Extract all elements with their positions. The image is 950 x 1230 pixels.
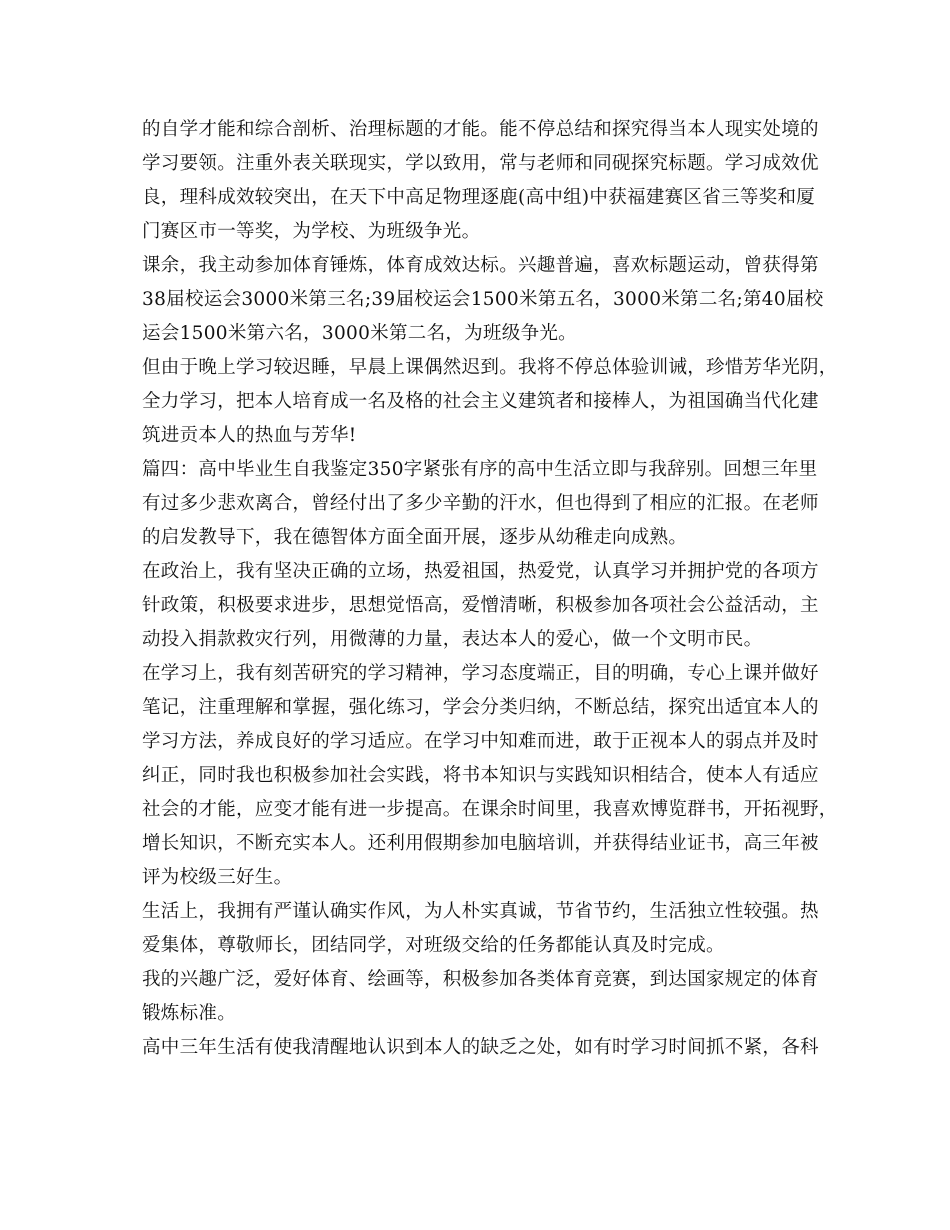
text-line: 但由于晚上学习较迟睡，早晨上课偶然迟到。我将不停总体验训诫，珍惜芳华光阴，: [142, 357, 838, 378]
text-line: 38届校运会3000米第三名;39届校运会1500米第五名，3000米第二名;第40届校: [142, 289, 824, 310]
document-body: [142, 113, 838, 1065]
text-line: 课余，我主动参加体育锤炼，体育成效达标。兴趣普遍，喜欢标题运动，曾获得第: [142, 255, 819, 276]
text-line: 全力学习，把本人培育成一名及格的社会主义建筑者和接棒人，为祖国确当代化建: [142, 391, 819, 412]
text-line: 在学习上，我有刻苦研究的学习精神，学习态度端正，目的明确，专心上课并做好: [142, 663, 819, 684]
text-line: 我的兴趣广泛，爱好体育、绘画等，积极参加各类体育竞赛，到达国家规定的体育: [142, 969, 819, 990]
text-line: 筑进贡本人的热血与芳华!: [142, 425, 357, 446]
text-line: 增长知识，不断充实本人。还利用假期参加电脑培训，并获得结业证书，高三年被: [142, 833, 819, 854]
text-line: 的自学才能和综合剖析、治理标题的才能。能不停总结和探究得当本人现实处境的: [142, 119, 819, 140]
text-line: 高中三年生活有使我清醒地认识到本人的缺乏之处，如有时学习时间抓不紧，各科: [142, 1037, 819, 1058]
text-line: 篇四：高中毕业生自我鉴定350字紧张有序的高中生活立即与我辞别。回想三年里: [142, 459, 818, 480]
text-line: 学习要领。注重外表关联现实，学以致用，常与老师和同砚探究标题。学习成效优: [142, 153, 819, 174]
text-line: 的启发教导下，我在德智体方面全面开展，逐步从幼稚走向成熟。: [142, 527, 688, 548]
text-line: 针政策，积极要求进步，思想觉悟高，爱憎清晰，积极参加各项社会公益活动，主: [142, 595, 819, 616]
text-line: 锻炼标准。: [142, 1003, 237, 1024]
text-line: 笔记，注重理解和掌握，强化练习，学会分类归纳，不断总结，探究出适宜本人的: [142, 697, 819, 718]
text-line: 生活上，我拥有严谨认确实作风，为人朴实真诚，节省节约，生活独立性较强。热: [142, 901, 819, 922]
text-line: 有过多少悲欢离合，曾经付出了多少辛勤的汗水，但也得到了相应的汇报。在老师: [142, 493, 819, 514]
text-line: 社会的才能，应变才能有进一步提高。在课余时间里，我喜欢博览群书，开拓视野，: [142, 799, 838, 820]
text-line: 在政治上，我有坚决正确的立场，热爱祖国，热爱党，认真学习并拥护党的各项方: [142, 561, 819, 582]
text-line: 纠正，同时我也积极参加社会实践，将书本知识与实践知识相结合，使本人有适应: [142, 765, 819, 786]
text-line: 门赛区市一等奖，为学校、为班级争光。: [142, 221, 481, 242]
text-line: 爱集体，尊敬师长，团结同学，对班级交给的任务都能认真及时完成。: [142, 935, 725, 956]
text-line: 动投入捐款救灾行列，用微薄的力量，表达本人的爱心，做一个文明市民。: [142, 629, 763, 650]
text-line: 良，理科成效较突出，在天下中高足物理逐鹿(高中组)中获福建赛区省三等奖和厦: [142, 187, 816, 208]
text-line: 学习方法，养成良好的学习适应。在学习中知难而进，敢于正视本人的弱点并及时: [142, 731, 819, 752]
text-line: 评为校级三好生。: [142, 867, 293, 888]
text-line: 运会1500米第六名，3000米第二名，为班级争光。: [142, 323, 577, 344]
